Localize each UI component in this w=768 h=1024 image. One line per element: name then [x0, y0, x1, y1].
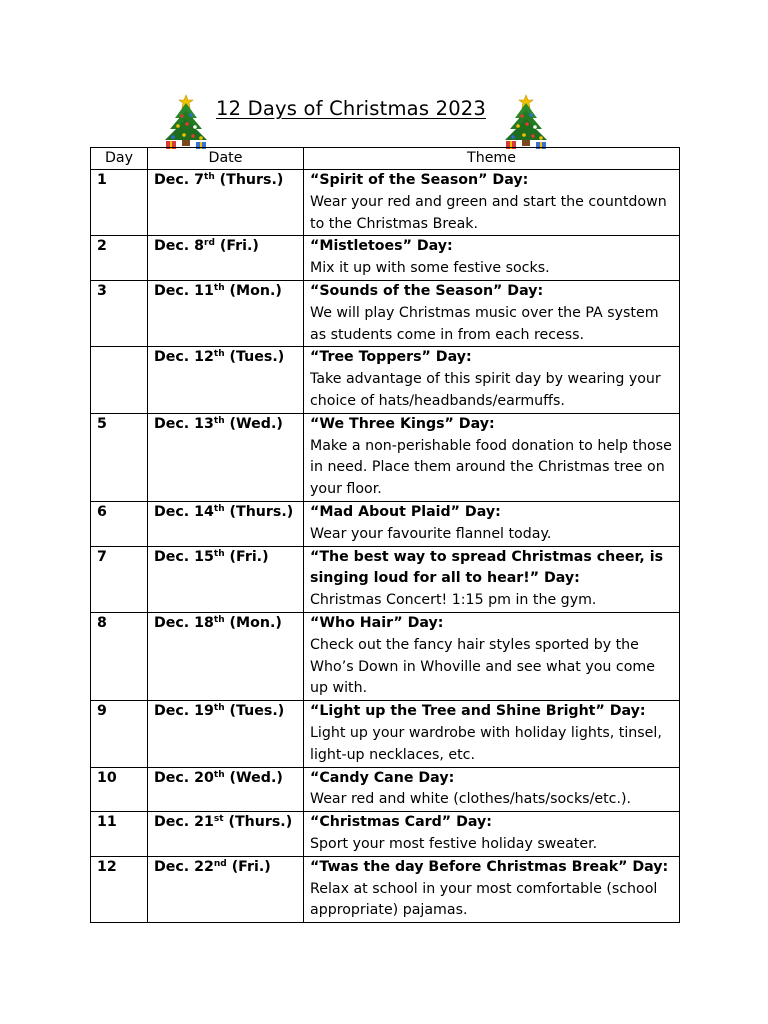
table-row — [91, 812, 680, 857]
date-weekday: (Wed.) — [224, 415, 283, 432]
column-header-date: Date — [148, 148, 304, 170]
theme-title: “Candy Cane Day: — [310, 769, 455, 786]
day-number: 2 — [91, 236, 148, 281]
day-number: 11 — [91, 812, 148, 857]
day-number: 7 — [91, 546, 148, 612]
date-weekday: (Thurs.) — [223, 814, 293, 831]
date-text: Dec. 18 — [154, 614, 214, 631]
table-row — [91, 856, 680, 922]
date-ordinal: th — [213, 415, 225, 426]
theme-description: Mix it up with some festive socks. — [310, 260, 550, 277]
date-text: Dec. 11 — [154, 282, 214, 299]
day-number: 10 — [91, 767, 148, 812]
theme-title: “We Three Kings” Day: — [310, 415, 495, 432]
theme-description: Light up your wardrobe with holiday lights, tinsel, light-up necklaces, etc. — [310, 724, 662, 763]
column-header-day: Day — [91, 148, 148, 170]
date-text: Dec. 8 — [154, 238, 205, 255]
date-weekday: (Thurs.) — [214, 172, 284, 188]
date-text: Dec. 21 — [154, 814, 214, 831]
theme-description: Check out the fancy hair styles sported by the Who’s Down in Whoville and see what you come up with. — [310, 636, 655, 697]
theme-title: “Mistletoes” Day: — [310, 238, 453, 255]
date-weekday: (Thurs.) — [224, 503, 294, 520]
date-ordinal: th — [204, 172, 215, 182]
date-cell — [148, 170, 304, 236]
theme-description: Wear red and white (clothes/hats/socks/etc.). — [310, 791, 632, 808]
table-row — [91, 413, 680, 501]
table-row — [91, 280, 680, 346]
date-weekday: (Fri.) — [214, 238, 259, 255]
theme-cell — [304, 546, 680, 612]
date-text: Dec. 13 — [154, 415, 214, 432]
date-cell — [148, 546, 304, 612]
column-header-theme: Theme — [304, 148, 680, 170]
theme-title: “Twas the day Before Christmas Break” Day: — [310, 858, 669, 875]
date-cell — [148, 280, 304, 346]
date-text: Dec. 7 — [154, 172, 205, 188]
theme-description: Relax at school in your most comfortable (school appropriate) pajamas. — [310, 880, 658, 919]
date-cell — [148, 701, 304, 767]
date-ordinal: nd — [213, 858, 227, 869]
date-ordinal: th — [213, 503, 225, 514]
date-text: Dec. 22 — [154, 858, 214, 875]
theme-cell — [304, 812, 680, 857]
date-text: Dec. 19 — [154, 703, 214, 720]
day-number: 9 — [91, 701, 148, 767]
date-ordinal: th — [213, 769, 225, 780]
date-ordinal: th — [213, 548, 225, 559]
date-weekday: (Mon.) — [224, 614, 282, 631]
date-text: Dec. 20 — [154, 769, 214, 786]
table-row — [91, 546, 680, 612]
date-ordinal: th — [213, 282, 225, 293]
theme-title: “Tree Toppers” Day: — [310, 349, 472, 366]
date-cell — [148, 501, 304, 546]
day-number: 1 — [91, 170, 148, 236]
table-row — [91, 347, 680, 413]
theme-title: “Sounds of the Season” Day: — [310, 282, 544, 299]
date-text: Dec. 12 — [154, 349, 214, 366]
date-weekday: (Tues.) — [224, 703, 285, 720]
day-number: 5 — [91, 413, 148, 501]
date-ordinal: th — [213, 703, 225, 714]
theme-description: Wear your favourite flannel today. — [310, 525, 552, 542]
date-cell — [148, 413, 304, 501]
table-row — [91, 170, 680, 236]
theme-description: Make a non-perishable food donation to help those in need. Place them around the Christmas tree on your floor. — [310, 437, 672, 498]
date-ordinal: th — [213, 349, 225, 360]
theme-description: We will play Christmas music over the PA system as students come in from each recess. — [310, 304, 659, 343]
theme-cell — [304, 856, 680, 922]
date-weekday: (Fri.) — [226, 858, 271, 875]
day-number: 8 — [91, 612, 148, 700]
table-row — [91, 767, 680, 812]
day-number: 3 — [91, 280, 148, 346]
christmas-tree-icon — [500, 92, 552, 150]
theme-cell — [304, 701, 680, 767]
theme-title: “Who Hair” Day: — [310, 614, 444, 631]
date-text: Dec. 14 — [154, 503, 214, 520]
day-number: 12 — [91, 856, 148, 922]
theme-title: “Mad About Plaid” Day: — [310, 503, 501, 520]
theme-cell — [304, 501, 680, 546]
date-weekday: (Tues.) — [224, 349, 285, 366]
table-header-row — [91, 148, 680, 170]
date-ordinal: th — [213, 614, 225, 625]
date-cell — [148, 236, 304, 281]
theme-title: “Light up the Tree and Shine Bright” Day: — [310, 703, 646, 720]
date-cell — [148, 812, 304, 857]
christmas-tree-icon — [160, 92, 212, 150]
table-row — [91, 501, 680, 546]
day-number — [91, 347, 148, 413]
date-ordinal: rd — [204, 238, 215, 249]
page-title: 12 Days of Christmas 2023 — [216, 97, 487, 120]
table-row — [91, 612, 680, 700]
theme-cell — [304, 280, 680, 346]
date-weekday: (Mon.) — [224, 282, 282, 299]
date-cell — [148, 856, 304, 922]
theme-cell — [304, 612, 680, 700]
theme-description: Take advantage of this spirit day by wearing your choice of hats/headbands/earmuffs. — [310, 371, 661, 409]
theme-description: Sport your most festive holiday sweater. — [310, 835, 598, 852]
table-row — [91, 236, 680, 281]
date-cell — [148, 347, 304, 413]
theme-cell — [304, 413, 680, 501]
date-weekday: (Wed.) — [224, 769, 283, 786]
theme-description: Wear your red and green and start the countdown to the Christmas Break. — [310, 193, 667, 232]
theme-description: Christmas Concert! 1:15 pm in the gym. — [310, 592, 597, 609]
date-ordinal: st — [213, 814, 224, 825]
date-cell — [148, 767, 304, 812]
theme-title: “Christmas Card” Day: — [310, 814, 492, 831]
date-weekday: (Fri.) — [224, 548, 269, 565]
theme-cell — [304, 236, 680, 281]
theme-cell — [304, 170, 680, 236]
date-cell — [148, 612, 304, 700]
theme-title: “Spirit of the Season” Day: — [310, 172, 529, 188]
date-text: Dec. 15 — [154, 548, 214, 565]
day-number: 6 — [91, 501, 148, 546]
theme-title: “The best way to spread Christmas cheer, is singing loud for all to hear!” Day: — [310, 548, 664, 587]
theme-cell — [304, 347, 680, 413]
schedule-table — [90, 147, 680, 923]
table-row — [91, 701, 680, 767]
theme-cell — [304, 767, 680, 812]
